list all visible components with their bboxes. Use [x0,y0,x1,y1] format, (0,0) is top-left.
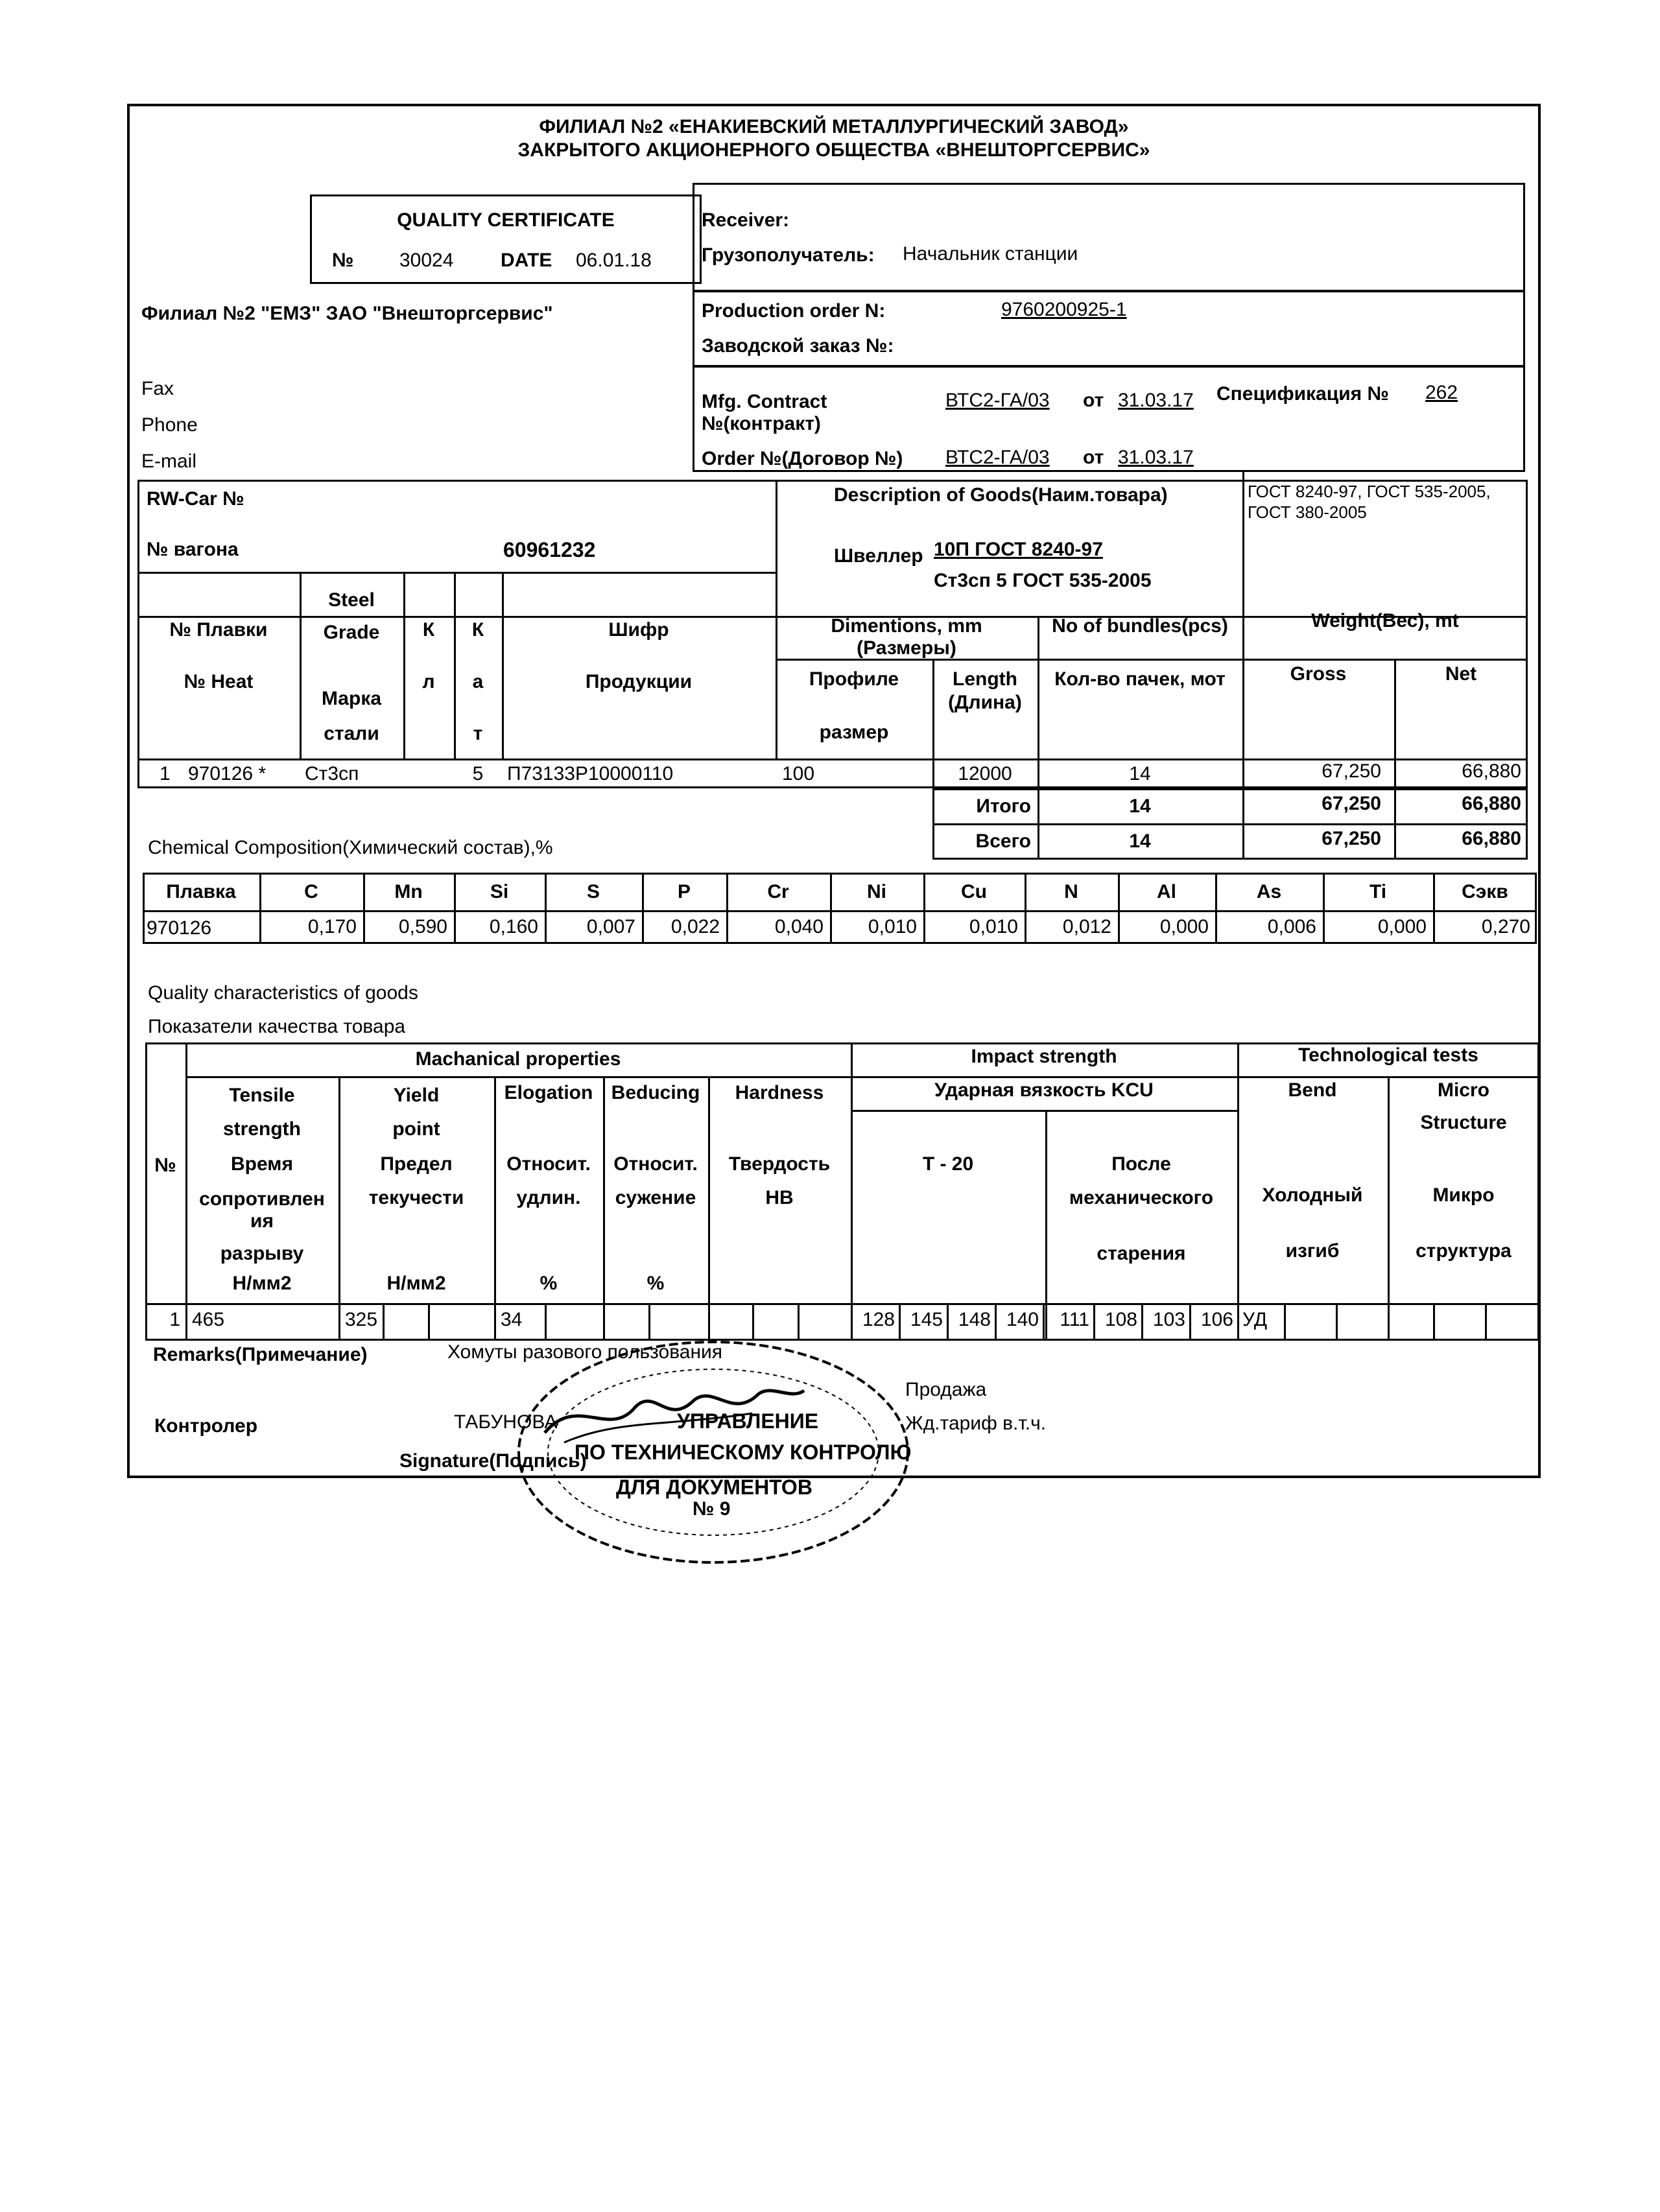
remarks-value: Хомуты разового пользования [447,1341,723,1363]
q-col [1045,1110,1047,1341]
kcu-value-cell: 111 [1060,1309,1089,1330]
q-row-pos: 1 [169,1309,180,1330]
spec-label: Спецификация № [1216,383,1389,405]
quality-title-en: Quality characteristics of goods [148,982,418,1004]
h-k2b: а [472,671,484,692]
controller-label: Контролер [154,1415,258,1437]
chemical-divider [143,910,1537,912]
h-steel2: Grade [323,622,380,643]
heat-row-kat: 5 [472,763,484,784]
h-weight: Weight(Вес), mt [1311,610,1459,631]
chem-header-cell: Al [1157,881,1176,902]
stamp-line2: ПО ТЕХНИЧЕСКОМУ КОНТРОЛЮ [575,1441,912,1464]
header-line1: ФИЛИАЛ №2 «ЕНАКИЕВСКИЙ МЕТАЛЛУРГИЧЕСКИЙ ЗАВОД» [539,116,1129,137]
q-row-col-line [1433,1303,1435,1341]
certificate-title: QUALITY CERTIFICATE [397,209,615,231]
micro-2: Structure [1420,1112,1507,1133]
micro-1: Micro [1437,1079,1489,1101]
chem-header-cell: Cr [767,881,789,902]
heat-row-heat: 970126 * [188,763,267,784]
factory-order-label: Заводской заказ №: [702,335,894,357]
total-net: 66,880 [1462,793,1521,814]
order-from-label: от [1083,447,1104,468]
chem-value-cell: 0,590 [398,916,447,937]
mfg-from-label: от [1083,390,1104,411]
q-row-yield: 325 [345,1309,378,1330]
chem-header-cell: Ni [867,881,886,902]
controller-name: ТАБУНОВА [454,1411,558,1433]
kcu-value-cell: 148 [958,1309,991,1330]
grand-total-net: 66,880 [1462,828,1521,849]
grand-total-gross: 67,250 [1322,828,1381,849]
chem-header-cell: As [1256,881,1282,902]
certificate-no-label: № [332,250,354,271]
h-prof1: Профиле [809,668,899,690]
q-row [145,1303,1539,1305]
col-line [502,572,504,760]
production-order-value: 9760200925-1 [1001,299,1127,320]
grand-total-bundles: 14 [1129,830,1151,852]
wagon-number: 60961232 [503,538,596,561]
goods-divider [776,480,777,617]
chem-header-cell: Cu [961,881,987,902]
h-code2: Продукции [585,671,693,692]
wagon-label-en: RW-Car № [147,488,244,510]
reduc-2: Относит. [613,1153,698,1175]
tensile-5: ия [250,1210,274,1232]
gost-line2: ГОСТ 380-2005 [1248,502,1367,522]
micro-3: Микро [1432,1184,1495,1206]
sale-label: Продажа [905,1379,987,1400]
mech-title: Machanical properties [415,1048,621,1070]
quality-title-ru: Показатели качества товара [148,1016,406,1037]
kcu-value-cell: 103 [1152,1309,1185,1330]
h-steel3: Марка [321,688,382,709]
kcu-value-cell: 108 [1104,1309,1137,1330]
chem-header-cell: N [1064,881,1078,902]
chem-value-cell: 0,010 [969,916,1018,937]
remarks-label: Remarks(Примечание) [153,1344,368,1365]
chem-value-cell: 0,000 [1159,916,1209,937]
yield-4: текучести [368,1187,464,1208]
signature-label: Signature(Подпись) [399,1450,587,1472]
aging-1: После [1111,1153,1171,1175]
mfg-contract-value: ВТС2-ГА/03 [945,390,1050,411]
chem-value-cell: 0,160 [489,916,538,937]
chem-value-cell: 0,022 [670,916,720,937]
h-net: Net [1445,663,1477,685]
totals-divider [932,823,1528,825]
q-row-col-line [1284,1303,1286,1341]
chem-header-cell: Ti [1369,881,1387,902]
kcu-value-cell: 106 [1200,1309,1233,1330]
chem-value-cell: 0,010 [868,916,917,937]
stamp-line3: ДЛЯ ДОКУМЕНТОВ [616,1476,812,1499]
gost-line1: ГОСТ 8240-97, ГОСТ 535-2005, [1248,482,1491,501]
kcu-value-cell: 128 [862,1309,895,1330]
header-line2: ЗАКРЫТОГО АКЦИОНЕРНОГО ОБЩЕСТВА «ВНЕШТОРГСЕРВИС» [517,139,1150,161]
wagon-divider [137,572,776,574]
issuer-name: Филиал №2 "ЕМЗ" ЗАО "Внешторгсервис" [141,303,553,324]
q-no: № [154,1155,176,1176]
h-bundles2: Кол-во пачек, мот [1054,668,1226,690]
tensile-4: сопротивлен [199,1188,325,1210]
tensile-2: strength [223,1118,301,1140]
h-dim2: (Размеры) [857,637,956,659]
tensile-3: Время [231,1153,293,1175]
chem-header-cell: P [677,881,691,902]
tensile-7: Н/мм2 [232,1273,292,1294]
bend-1: Bend [1288,1079,1337,1101]
h-heat-en: № Heat [184,671,254,692]
q-row-col-line [1485,1303,1487,1341]
reduc-3: сужение [615,1187,696,1208]
signature-scribble [538,1381,811,1452]
wagon-label-ru: № вагона [147,539,239,560]
email-label: E-mail [141,451,197,472]
total-gross: 67,250 [1322,793,1381,814]
q-row-tensile: 465 [192,1309,225,1330]
kcu-col-line [1043,1303,1045,1341]
kcu-col-line [1237,1303,1239,1341]
h-steel1: Steel [328,589,375,611]
yield-1: Yield [393,1085,440,1106]
heat-row-grade: Ст3сп [305,763,359,784]
chemical-title: Chemical Composition(Химический состав),% [148,837,553,858]
chem-value-cell: 0,040 [774,916,824,937]
tariff-label: Жд.тариф в.т.ч. [905,1413,1047,1434]
chem-value-cell: 0,000 [1377,916,1427,937]
production-order-label: Production order N: [702,300,886,322]
tech-title: Technological tests [1298,1044,1478,1066]
q-row-col-line [428,1303,430,1341]
q-row-bend: УД [1242,1309,1268,1330]
bend-3: изгиб [1285,1240,1340,1262]
h-k1: К [422,619,435,641]
h-dim1: Dimentions, mm [831,615,982,637]
mfg-contract-date: 31.03.17 [1118,390,1194,411]
heat-row-profile: 100 [782,763,815,784]
goods-standard: 10П ГОСТ 8240-97 [934,539,1103,560]
goods-description-label: Description of Goods(Наим.товара) [834,484,1168,506]
mfg-contract-label-ru: №(контракт) [702,413,821,434]
receiver-label-en: Receiver: [702,209,790,231]
tensile-6: разрыву [220,1243,304,1264]
order-label: Order №(Договор №) [702,448,903,469]
q-row-col-line [383,1303,385,1341]
bend-2: Холодный [1262,1184,1363,1206]
q-row-col-line [1336,1303,1338,1341]
goods-name-prefix: Швеллер [834,545,923,567]
aging-3: старения [1097,1243,1186,1264]
h-k2c: т [473,723,483,744]
reduc-4: % [646,1273,665,1294]
impact-title: Impact strength [971,1046,1117,1067]
h-len2: (Длина) [948,692,1022,713]
total-bundles: 14 [1129,795,1151,817]
phone-label: Phone [141,414,198,436]
heat-row-length: 12000 [958,763,1012,784]
receiver-value: Начальник станции [903,243,1078,265]
chem-value-cell: 970126 [147,917,212,939]
h-bundles1: No of bundles(pcs) [1052,615,1228,637]
order-date: 31.03.17 [1118,447,1194,468]
stamp-line4: № 9 [693,1498,731,1520]
q-row [851,1110,1237,1112]
kcu-value-cell: 140 [1006,1309,1039,1330]
yield-5: Н/мм2 [386,1273,446,1294]
h-gross: Gross [1290,663,1347,685]
chem-value-cell: 0,012 [1062,916,1111,937]
spec-value: 262 [1425,382,1458,403]
impact-sub: Ударная вязкость KCU [934,1079,1154,1101]
chem-value-cell: 0,170 [307,916,357,937]
yield-2: point [392,1118,440,1140]
h-k1b: л [422,671,435,692]
reduc-1: Beducing [611,1082,700,1103]
h-len1: Length [953,668,1017,690]
yield-3: Предел [380,1153,453,1175]
certificate-date: 06.01.18 [576,250,652,271]
heat-row-pos: 1 [160,763,171,784]
chem-header-cell: C [304,881,318,902]
h-steel4: стали [324,723,379,744]
aging-2: механического [1069,1187,1214,1208]
stamp-line1: УПРАВЛЕНИЕ [677,1409,819,1433]
goods-grade: Ст3сп 5 ГОСТ 535-2005 [934,570,1152,591]
elong-2: Относит. [506,1153,591,1175]
col-line [403,572,405,760]
fax-label: Fax [141,378,174,399]
chem-header-cell: Si [490,881,509,902]
hard-1: Hardness [735,1082,824,1103]
receiver-box [693,183,1525,292]
heat-row-net: 66,880 [1462,760,1521,782]
chem-value-cell: 0,006 [1267,916,1316,937]
t20-label: T - 20 [922,1153,974,1175]
hard-2: Твердость [728,1153,831,1175]
h-code1: Шифр [608,619,669,641]
chem-header-cell: Плавка [166,881,236,902]
heat-row-bundles: 14 [1129,763,1151,784]
chem-value-cell: 0,007 [586,916,635,937]
elong-1: Elogation [504,1082,593,1103]
heat-row-gross: 67,250 [1322,760,1381,782]
heat-row-code: П73133Р10000110 [507,763,674,784]
h-prof2: размер [819,722,889,743]
chem-header-cell: Mn [394,881,423,902]
total-label: Итого [976,795,1031,817]
tensile-1: Tensile [229,1085,295,1106]
hard-3: НВ [765,1187,794,1208]
certificate-date-label: DATE [501,250,552,271]
kcu-value-cell: 145 [910,1309,943,1330]
receiver-label-ru: Грузополучатель: [702,244,875,266]
q-row [185,1076,1539,1078]
mfg-contract-label: Mfg. Contract [702,391,827,412]
elong-3: удлин. [516,1187,581,1208]
grand-total-label: Всего [975,830,1031,852]
chem-header-cell: S [586,881,600,902]
q-row-elong: 34 [501,1309,523,1330]
h-k2: К [471,619,484,641]
micro-4: структура [1416,1240,1512,1262]
chem-header-cell: Сэкв [1462,881,1508,902]
elong-4: % [540,1273,558,1294]
certificate-no: 30024 [399,250,454,271]
chem-value-cell: 0,270 [1481,916,1530,937]
gost-divider [1242,471,1244,617]
h-heat-ru: № Плавки [169,619,268,641]
order-value: ВТС2-ГА/03 [945,447,1050,468]
